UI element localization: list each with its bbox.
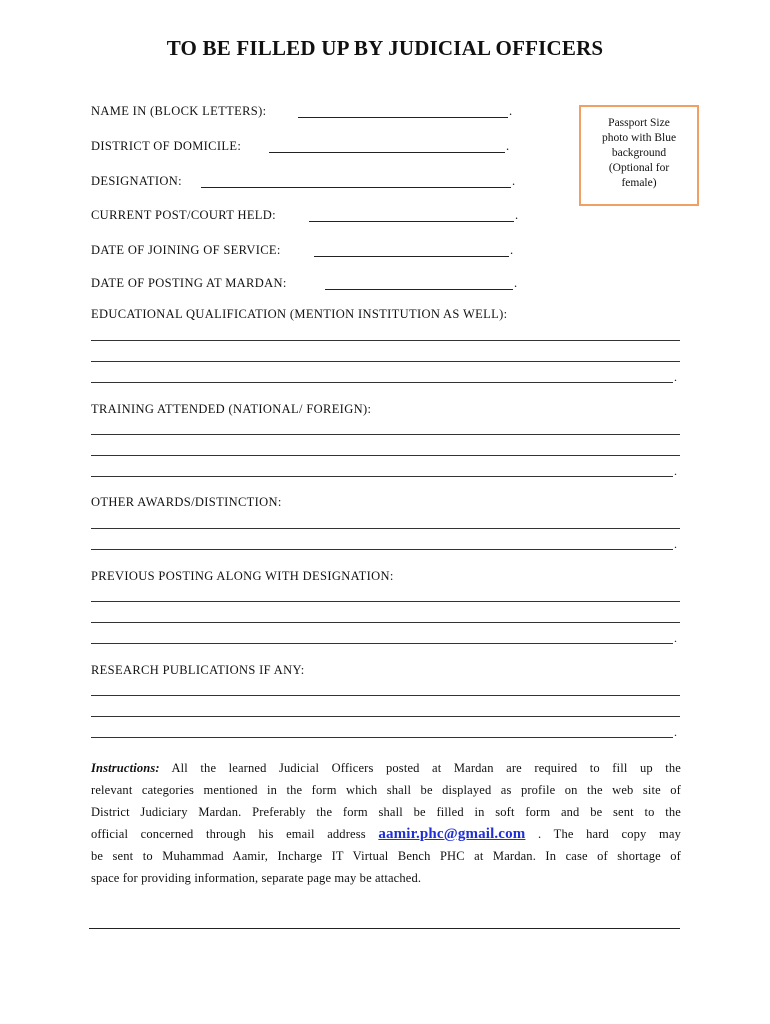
current-post-field[interactable] — [309, 221, 514, 222]
training-line[interactable] — [91, 455, 680, 456]
footer-divider — [89, 928, 680, 929]
form-page: TO BE FILLED UP BY JUDICIAL OFFICERS NAME IN (BLOCK LETTERS): . DISTRICT OF DOMICILE: . DESIGNATION: . CURRENT POST/COURT HELD: . DATE OF JOINING OF SERVICE: . DATE OF POSTING AT MARDAN: . Passport Size photo with Blue background (Optional for female) EDUCATIONAL QUALIFICATION (MENTION INSTITUTION AS WELL): . TRAINING ATTENDED (NATIONAL/ FOREIGN): . OTHER AWARDS/DISTINCTION: . PREVIOUS POSTING ALONG WITH DESIGNATION: . RESEARCH PUBLICATIONS IF ANY: . Instructions: All the learned Judicial Officers posted at Mardan are required to fill up the relevant categories mentioned in the form which shall be displayed as profile on the web site of District Judiciary Mardan. Preferably the form shall be filled in soft form and be sent to the official concerned through his email address aamir.phc@gmail.com . The hard copy may be sent to Muhammad Aamir, Incharge IT Virtual Bench PHC at Mardan. In case of shortage of space for providing information, separate page may be attached. — [0, 0, 770, 1024]
instructions-line: official concerned through his email address aamir.phc@gmail.com . The hard copy may — [91, 826, 681, 842]
current-post-label: CURRENT POST/COURT HELD: — [91, 208, 276, 222]
instructions-heading: Instructions: — [91, 761, 160, 775]
district-field[interactable] — [269, 152, 505, 153]
photo-box-line: photo with Blue — [601, 132, 677, 144]
name-field[interactable] — [298, 117, 508, 118]
awards-line[interactable] — [91, 549, 673, 550]
date-posting-field[interactable] — [325, 289, 513, 290]
photo-box-line: (Optional for — [608, 162, 670, 174]
instructions-line: space for providing information, separate page may be attached. — [91, 871, 422, 885]
training-line[interactable] — [91, 434, 680, 435]
district-label: DISTRICT OF DOMICILE: — [91, 139, 242, 153]
research-line[interactable] — [91, 716, 680, 717]
instructions-line: relevant categories mentioned in the form which shall be displayed as profile on the web site of — [91, 783, 681, 797]
instructions-block — [91, 757, 681, 889]
instructions-line: District Judiciary Mardan. Preferably the form shall be filled in soft form and be sent to the — [91, 805, 681, 819]
education-label: EDUCATIONAL QUALIFICATION (MENTION INSTITUTION AS WELL): — [91, 307, 508, 321]
previous-posting-line[interactable] — [91, 622, 680, 623]
awards-label: OTHER AWARDS/DISTINCTION: — [91, 495, 282, 509]
photo-box-line: background — [611, 147, 667, 159]
date-joining-label: DATE OF JOINING OF SERVICE: — [91, 243, 281, 257]
email-link[interactable]: aamir.phc@gmail.com — [378, 826, 526, 842]
training-label: TRAINING ATTENDED (NATIONAL/ FOREIGN): — [91, 402, 372, 416]
instructions-line: Instructions: All the learned Judicial Officers posted at Mardan are required to fill up the — [91, 761, 681, 775]
designation-field[interactable] — [201, 187, 511, 188]
name-label: NAME IN (BLOCK LETTERS): — [91, 104, 267, 118]
photo-box-line: Passport Size — [608, 117, 670, 129]
previous-posting-line[interactable] — [91, 643, 673, 644]
passport-photo-box[interactable] — [579, 105, 699, 206]
research-line[interactable] — [91, 695, 680, 696]
designation-label: DESIGNATION: — [91, 174, 182, 188]
education-line[interactable] — [91, 361, 680, 362]
date-posting-label: DATE OF POSTING AT MARDAN: — [91, 276, 287, 290]
date-joining-field[interactable] — [314, 256, 509, 257]
education-line[interactable] — [91, 382, 673, 383]
page-title: TO BE FILLED UP BY JUDICIAL OFFICERS — [166, 36, 604, 60]
training-line[interactable] — [91, 476, 673, 477]
instructions-line: be sent to Muhammad Aamir, Incharge IT Virtual Bench PHC at Mardan. In case of shortage of — [91, 849, 681, 863]
research-label: RESEARCH PUBLICATIONS IF ANY: — [91, 663, 305, 677]
research-line[interactable] — [91, 737, 673, 738]
education-line[interactable] — [91, 340, 680, 341]
photo-box-line: female) — [621, 177, 657, 189]
awards-line[interactable] — [91, 528, 680, 529]
previous-posting-label: PREVIOUS POSTING ALONG WITH DESIGNATION: — [91, 569, 394, 583]
previous-posting-line[interactable] — [91, 601, 680, 602]
